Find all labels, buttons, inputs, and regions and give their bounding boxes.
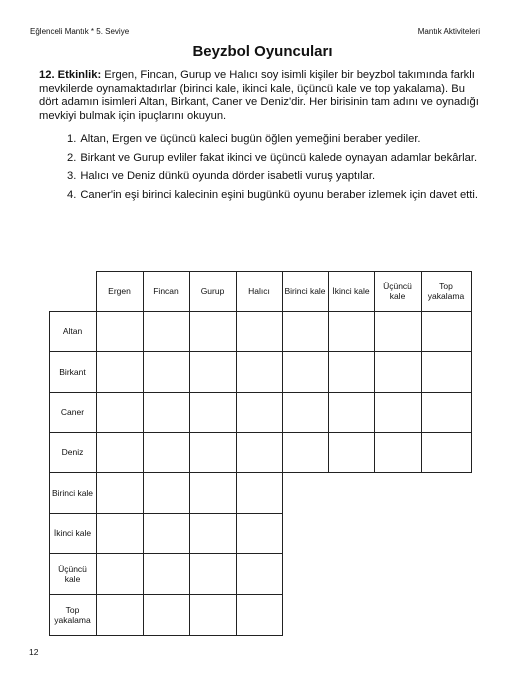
row-header: Birinci kale [51, 487, 94, 498]
activity-intro [39, 69, 479, 123]
grid-line-v [328, 271, 329, 473]
row-header: Caner [60, 407, 85, 417]
header-right: Mantık Aktiviteleri [417, 27, 480, 36]
clue-number: 4. [67, 188, 77, 201]
column-header: Halıcı [248, 286, 270, 296]
clue-item [67, 170, 482, 184]
grid-line-h [49, 594, 282, 595]
grid-line-h [49, 635, 282, 636]
grid-line-v [471, 271, 472, 473]
column-header: Ergen [108, 286, 131, 296]
clue-list [67, 133, 482, 207]
grid-line-h [49, 392, 471, 393]
grid-line-h [49, 311, 471, 312]
clue-number: 1. [67, 133, 77, 145]
grid-line-h [49, 553, 282, 554]
clue-text: Birkant ve Gurup evliler fakat ikinci ve üçüncü kalede oynayan adamlar bekârlar. [80, 151, 478, 164]
grid-line-v [189, 271, 190, 636]
row-header: Top yakalama [54, 604, 91, 625]
clue-text: Altan, Ergen ve üçüncü kaleci bugün öğlen yemeğini beraber yediler. [80, 133, 421, 145]
grid-line-h [96, 271, 471, 272]
clue-text: Halıcı ve Deniz dünkü oyunda dörder isabetli vuruş yaptılar. [80, 170, 376, 182]
page-number: 12 [29, 647, 39, 657]
grid-line-v [282, 271, 283, 636]
clue-item [67, 189, 482, 203]
row-header: Üçüncü kale [58, 563, 87, 584]
grid-line-v [49, 311, 50, 636]
row-header: Altan [62, 326, 83, 336]
clue-number: 3. [67, 170, 77, 182]
clue-number: 2. [67, 151, 77, 164]
grid-line-h [49, 513, 282, 514]
row-header: Deniz [61, 447, 84, 457]
clue-text: Caner'in eşi birinci kalecinin eşini bugünkü oyunu beraber izlemek için davet etti. [80, 188, 478, 201]
row-header: İkinci kale [53, 528, 92, 538]
column-header: Gurup [200, 286, 225, 296]
column-header: Fincan [153, 286, 179, 296]
grid-line-h [49, 472, 471, 473]
column-header: İkinci kale [332, 286, 370, 296]
clue-item [67, 133, 482, 147]
grid-line-v [421, 271, 422, 473]
activity-label: 12. Etkinlik: [39, 69, 102, 81]
activity-text: Ergen, Fincan, Gurup ve Halıcı soy isimli kişiler bir beyzbol takımında farklı mevkilerde oynamaktadırlar (birinci kale, ikinci kale, üçüncü kale ve top yakalama). Bu dört adamın isimleri Altan, Birkant, Caner ve Deniz'dir. Her birisinin tam adını ve oynadığı mevkiyi bulmak için ipuçlarını okuyun. [39, 69, 479, 122]
grid-line-v [374, 271, 375, 473]
page-title: Beyzbol Oyuncuları [192, 43, 333, 60]
row-header: Birkant [59, 366, 86, 377]
column-header: Top yakalama [427, 281, 465, 301]
grid-line-h [49, 432, 471, 433]
grid-line-v [236, 271, 237, 636]
header-left: Eğlenceli Mantık * 5. Seviye [30, 27, 130, 36]
grid-line-v [143, 271, 144, 636]
column-header: Birinci kale [284, 286, 326, 296]
grid-line-h [49, 351, 471, 352]
column-header: Üçüncü kale [383, 281, 412, 301]
clue-item [67, 152, 482, 166]
grid-line-v [96, 271, 97, 636]
